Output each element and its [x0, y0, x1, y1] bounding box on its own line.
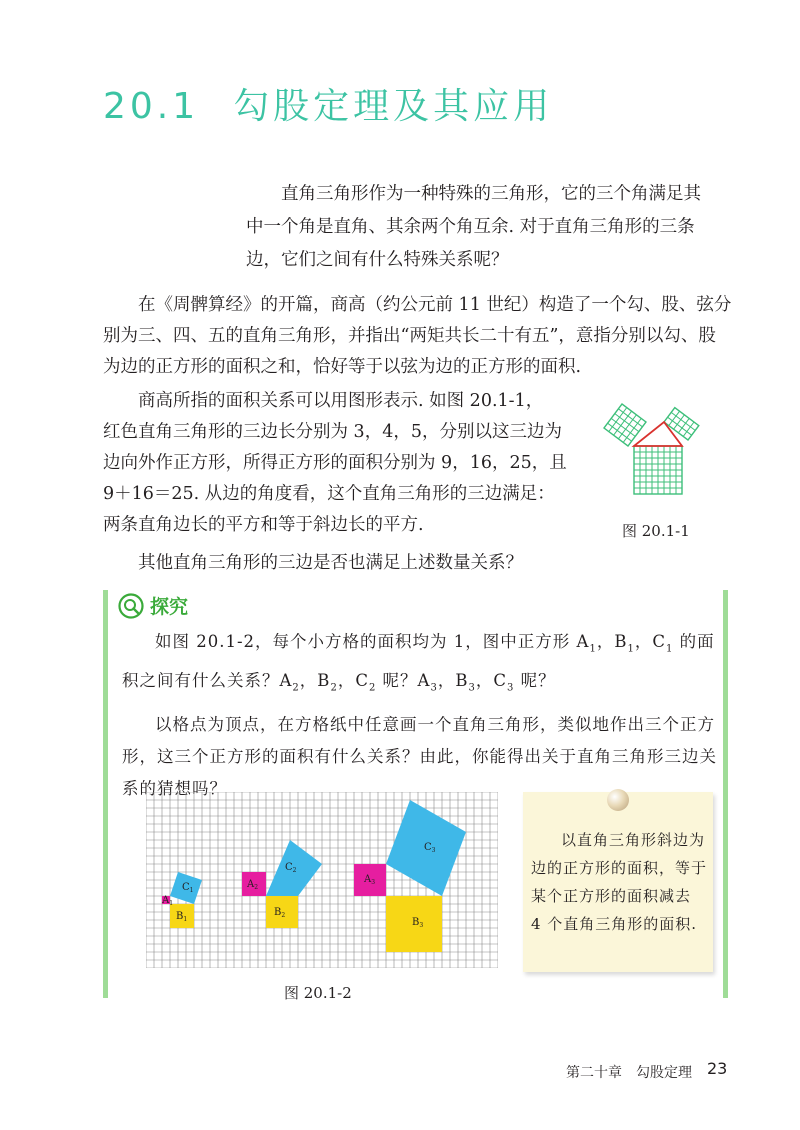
- square-on-leg-3-grid: [664, 408, 699, 440]
- label-C1: $C_1$: [182, 882, 194, 894]
- paragraph-2-line-2: 红色直角三角形的三边长分别为 3，4，5，分别以这三边为: [103, 422, 562, 442]
- paragraph-2-line-5: 两条直角边长的平方和等于斜边长的平方.: [103, 515, 424, 535]
- paragraph-2-line-1: 商高所指的面积关系可以用图形表示. 如图 20.1-1，: [138, 391, 544, 411]
- figure-2-caption: 图 20.1-2: [284, 984, 352, 1002]
- paragraph-2-line-3: 边向外作正方形，所得正方形的面积分别为 9，16，25，且: [103, 453, 567, 473]
- body-paragraph-1: [103, 290, 733, 383]
- figure-20-1-1: [598, 388, 718, 508]
- note-paragraph: 以直角三角形斜边为边的正方形的面积，等于某个正方形的面积减去 4 个直角三角形的面积.: [531, 831, 708, 933]
- pushpin-icon: [607, 789, 629, 811]
- intro-text: [246, 178, 736, 277]
- figure-20-1-2-grid: [146, 792, 498, 968]
- label-B1: $B_1$: [176, 911, 188, 923]
- square-on-leg-4-grid: [634, 446, 682, 494]
- explore-paragraph-1: 如图 20.1-2，每个小方格的面积均为 1，图中正方形 $A_1$，$B_1$，$C_1$ 的面积之间有什么关系？$A_2$，$B_2$，$C_2$ 呢？$A_3$，$B_3$，$C_3$ 呢？: [122, 632, 715, 694]
- body-paragraph-2: [103, 386, 593, 541]
- explore-title: 探究: [150, 596, 189, 618]
- intro-line-2: 中一个角是直角、其余两个角互余. 对于直角三角形的三条: [246, 217, 695, 237]
- body-paragraph-3: 其他直角三角形的三边是否也满足上述数量关系？: [138, 553, 523, 573]
- footer-chapter: 第二十章 勾股定理: [566, 1065, 692, 1081]
- label-C2: $C_2$: [285, 862, 297, 874]
- label-A1: $A_1$: [162, 895, 174, 907]
- label-A2: $A_2$: [247, 879, 259, 891]
- magnifier-icon: [118, 593, 144, 619]
- label-C3: $C_3$: [424, 842, 436, 854]
- intro-line-3: 边，它们之间有什么特殊关系呢？: [246, 250, 509, 270]
- intro-line-1: 直角三角形作为一种特殊的三角形，它的三个角满足其: [281, 184, 701, 204]
- label-A3: $A_3$: [364, 874, 376, 886]
- figure-1-caption: 图 20.1-1: [622, 522, 690, 540]
- paragraph-2-line-4: 9＋16＝25. 从边的角度看，这个直角三角形的三边满足：: [103, 484, 555, 504]
- page-number: 23: [707, 1059, 728, 1078]
- section-title: 勾股定理及其应用: [233, 86, 554, 127]
- label-B3: $B_3$: [412, 917, 424, 929]
- square-on-hypotenuse-grid: [604, 404, 646, 446]
- label-B2: $B_2$: [274, 907, 286, 919]
- note-text: [531, 826, 707, 938]
- section-number: 20.1: [103, 86, 200, 127]
- section-heading: [103, 78, 553, 129]
- explore-text: [122, 626, 718, 805]
- paragraph-1-text: 在《周髀算经》的开篇，商高（约公元前 11 世纪）构造了一个勾、股、弦分别为三、四、五的直角三角形，并指出“两矩共长二十有五”，意指分别以勾、股为边的正方形的面积之和，恰好等于以弦为边的正方形的面积.: [103, 295, 732, 377]
- explore-paragraph-2: 以格点为顶点，在方格纸中任意画一个直角三角形，类似地作出三个正方形，这三个正方形的面积有什么关系？由此，你能得出关于直角三角形三边关系的猜想吗？: [122, 714, 717, 798]
